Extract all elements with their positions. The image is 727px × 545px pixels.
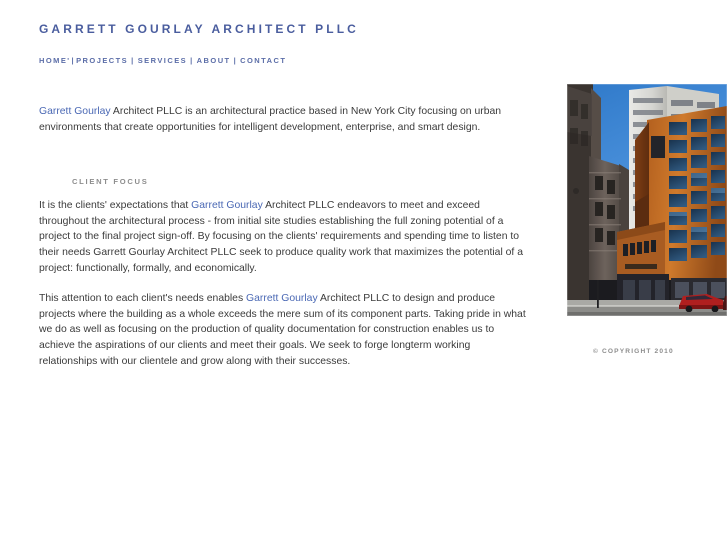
- nav-separator: |: [233, 56, 238, 65]
- intro-paragraph-text: Architect PLLC is an architectural practice based in New York City focusing on urban environments that create opportunities for intelligent development, enterprise, and smart design.: [39, 106, 502, 133]
- nav-separator: |: [131, 56, 135, 65]
- nav-separator: |: [71, 56, 76, 65]
- client-focus-paragraph-1: [39, 198, 531, 276]
- copyright-notice: © COPYRIGHT 2010: [593, 348, 674, 355]
- nav-separator: |: [190, 56, 194, 65]
- intro-paragraph: [39, 104, 531, 135]
- nav-item-contact[interactable]: CONTACT: [240, 56, 287, 65]
- main-navigation: [39, 56, 286, 65]
- client-focus-paragraph-2: [39, 291, 531, 369]
- paragraph-text-before-link: It is the clients' expectations that: [39, 200, 192, 212]
- paragraph-text-after-link: Architect PLLC endeavors to meet and exceed throughout the architectural process - from initial site studies establishing the full zoning potential of a project to the final project sign-off. By focusing on the clients' requirements and spending time to listen to their needs Garrett Gourlay Architect PLLC seek to produce quality work that maximizes the potential of a project: functionally, formally, and economically.: [39, 200, 523, 274]
- nav-item-services[interactable]: SERVICES: [137, 56, 188, 65]
- building-photograph: [567, 84, 727, 316]
- main-content: [39, 104, 531, 369]
- page-title: GARRETT GOURLAY ARCHITECT PLLC: [39, 22, 359, 36]
- section-heading-client-focus: CLIENT FOCUS: [72, 177, 149, 187]
- paragraph-text-before-link: This attention to each client's needs enables: [39, 293, 247, 305]
- spacer: [39, 135, 531, 177]
- nav-item-home[interactable]: HOME': [39, 56, 71, 65]
- paragraph-text-after-link: Architect PLLC to design and produce projects where the building as a whole exceeds the mere sum of its component parts. Taking pride in what we do as well as focusing on the production of quality documentation for construction enables us to achieve the aspirations of our clients and meet their goals. We seek to forge longterm working relationships with our clientele and grow along with their successes.: [39, 293, 526, 367]
- intro-brand-link[interactable]: Garrett Gourlay: [39, 106, 111, 117]
- brand-link[interactable]: Garrett Gourlay: [246, 293, 318, 305]
- nav-item-projects[interactable]: PROJECTS: [76, 56, 129, 65]
- brand-link[interactable]: Garrett Gourlay: [191, 200, 263, 212]
- nav-item-about[interactable]: ABOUT: [196, 56, 231, 65]
- spacer: [39, 186, 531, 198]
